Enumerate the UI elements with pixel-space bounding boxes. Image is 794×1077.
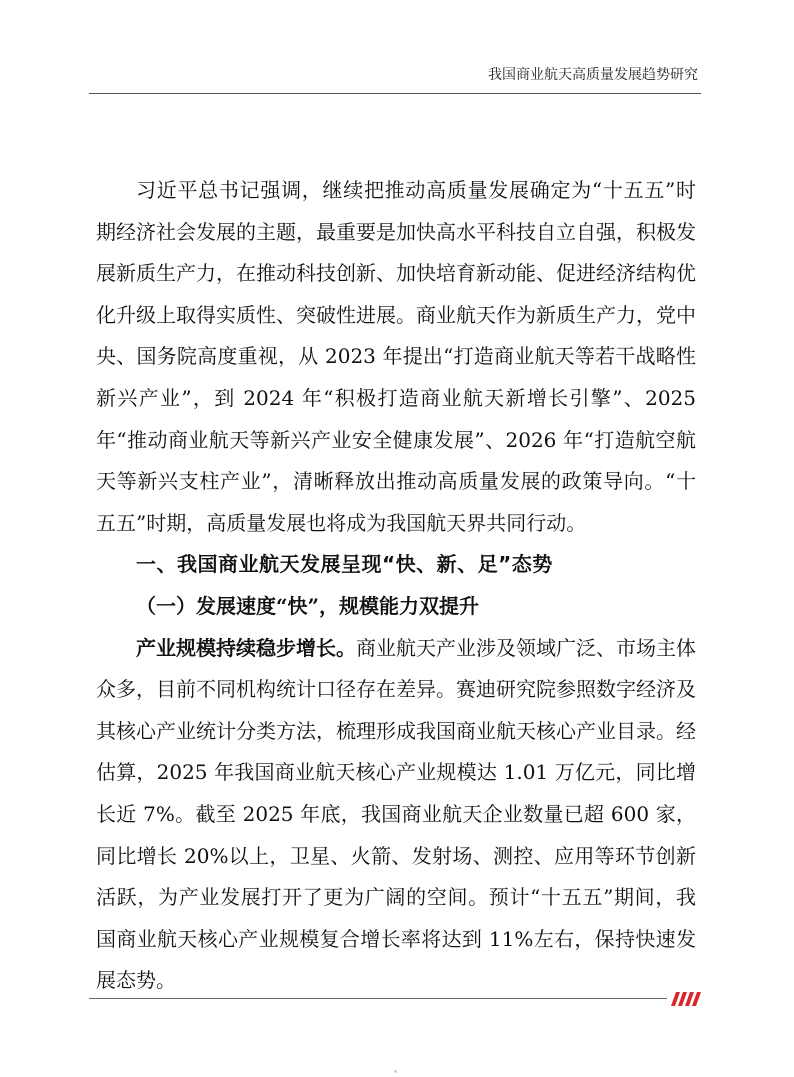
header-divider (89, 93, 701, 94)
stripe-1 (671, 992, 680, 1006)
intro-paragraph: 习近平总书记强调，继续把推动高质量发展确定为“十五五”时期经济社会发展的主题，最重要是加快高水平科技自立自强，积极发展新质生产力，在推动科技创新、加快培育新动能、促进经济结构优化升级上取得实质性、突破性进展。商业航天作为新质生产力，党中央、国务院高度重视，从 2023 年提出“打造商业航天等若干战略性新兴产业”，到 2024 年“积极打造商业航天新增长引擎”、2025 年“推动商业航天等新兴产业安全健康发展”、2026 年“打造航空航天等新兴支柱产业”，清晰释放出推动高质量发展的政策导向。“十五五”时期，高质量发展也将成为我国航天界共同行动。 (96, 178, 696, 535)
stripe-4 (692, 992, 701, 1006)
section-heading: 一、我国商业航天发展呈现“快、新、足”态势 (136, 552, 553, 577)
document-body (96, 170, 696, 1002)
industry-scale-paragraph (96, 628, 696, 1002)
footer-divider (89, 998, 667, 999)
paragraph-body-text: 商业航天产业涉及领域广泛、市场主体众多，目前不同机构统计口径存在差异。赛迪研究院参照数字经济及其核心产业统计分类方法，梳理形成我国商业航天核心产业目录。经估算，2025 年我国商业航天核心产业规模达 1.01 万亿元，同比增长近 7%。截至 2025 年底，我国商业航天企业数量已超 600 家，同比增长 20%以上，卫星、火箭、发射场、测控、应用等环节创新活跃，为产业发展打开了更为广阔的空间。预计“十五五”期间，我国商业航天核心产业规模复合增长率将达到 11%左右，保持快速发展态势。 (96, 635, 696, 993)
paragraph-lead-sentence: 产业规模持续稳步增长。 (136, 635, 356, 660)
stripe-3 (685, 992, 694, 1006)
slash-stripes-decoration-icon (671, 992, 701, 1006)
running-header-title: 我国商业航天高质量发展趋势研究 (488, 67, 698, 83)
page-marker-dot (394, 1070, 397, 1073)
subsection-heading: （一）发展速度“快”，规模能力双提升 (136, 593, 480, 618)
stripe-2 (678, 992, 687, 1006)
